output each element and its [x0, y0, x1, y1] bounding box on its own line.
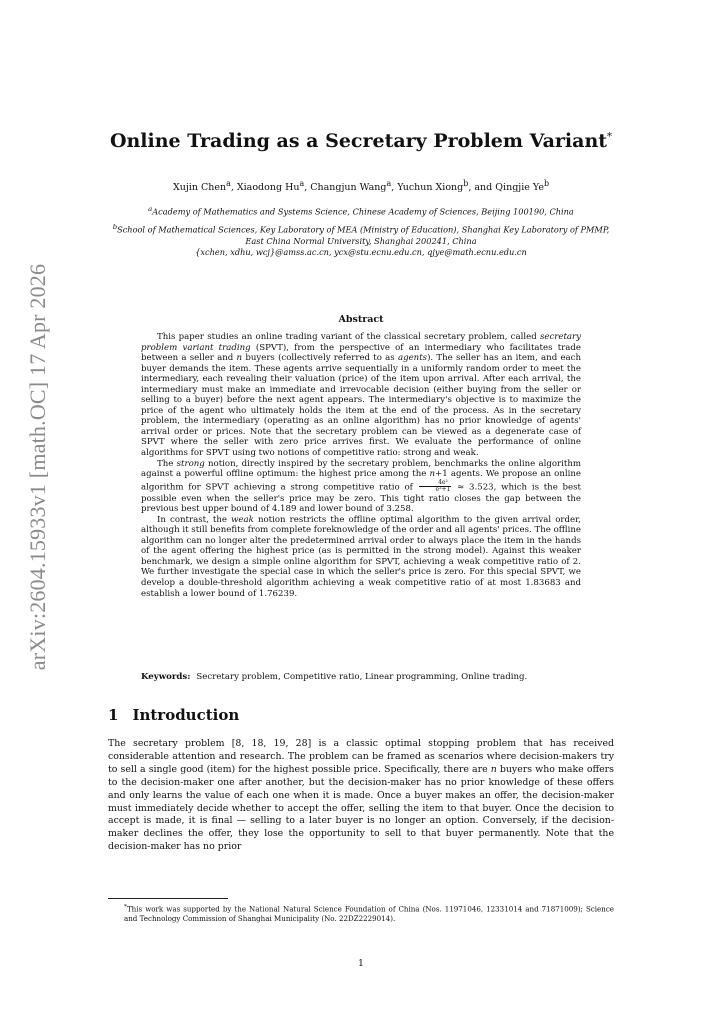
abstract-text: ). The seller has an item, and each buyer demands the item. These agents arrive sequentially in a uniformly random order to meet the intermediary, each revealing their valuation (price) of the item upon arrival. After each arrival, the intermediary must make an immediate and irrevocable decision (either buying from the seller or selling to a buyer) before the next agent appears. The intermediary's objective is to maximize the price of the agent who ultimately holds the item at the end of the process. As in the secretary problem, the intermediary (operating as an online algorithm) has no prior knowledge of agents' arrival order or prices. Note that the secretary problem can be viewed as a degenerate case of SPVT where the seller with zero price arrives first. We evaluate the performance of online algorithms for SPVT using two notions of competitive ratio: strong and weak.	[141, 353, 581, 459]
abstract-text: (SPVT), from the perspective of an intermediary who facilitates trade between a seller and	[141, 342, 581, 364]
author-name: Xujin Chen	[172, 182, 227, 194]
abstract-paragraph	[141, 515, 581, 599]
author-affiliation-mark: b	[543, 179, 550, 188]
abstract-body	[141, 332, 581, 599]
author-name: Yuchun Xiong	[397, 182, 464, 194]
paper-title	[108, 130, 614, 152]
math-variable: n	[429, 469, 436, 480]
intro-text: The secretary problem [8, 18, 19, 28] is a classic optimal stopping problem that has received considerable attention and research. The problem can be framed as scenarios where decision-makers try to sell a single good (item) for the highest possible price. Specifically, there are	[108, 738, 614, 775]
abstract-emphasis: weak	[231, 514, 254, 525]
arxiv-stamp-text: arXiv:2604.15933v1 [math.OC] 17 Apr 2026	[25, 263, 50, 671]
section-heading	[108, 706, 239, 724]
author-affiliation-mark: a	[226, 179, 231, 188]
author-name: Qingjie Ye	[495, 182, 544, 194]
author-emails: {xchen, xdhu, wcj}@amss.ac.cn, ycx@stu.ecnu.edu.cn, qjye@math.ecnu.edu.cn	[195, 247, 527, 257]
abstract-text: notion restricts the offline optimal algorithm to the given arrival order, although it still benefits from complete foreknowledge of the order and all agents' prices. The offline algorithm can no longer alter the predetermined arrival order to always place the item in the hands of the agent offering the highest price (as is permitted in the strong model). Against this weaker benchmark, we design a simple online algorithm for SPVT, achieving a weak competitive ratio of 2. We further investigate the special case in which the seller's price is zero. For this special SPVT, we develop a double-threshold algorithm achieving a weak competitive ratio of at most 1.83683 and establish a lower bound of 1.76239.	[141, 514, 581, 599]
abstract-text: The	[157, 458, 177, 469]
page-number: 1	[358, 958, 364, 969]
author-separator: ,	[304, 182, 311, 194]
abstract-text: This paper studies an online trading variant of the classical secretary problem, called	[157, 332, 540, 342]
section-title: Introduction	[132, 706, 240, 724]
fraction-denominator: e²+1	[435, 486, 451, 494]
math-variable: n	[490, 763, 497, 775]
affiliation-a	[108, 204, 614, 218]
fraction-numerator: 4e²	[419, 480, 452, 488]
affiliation-b	[108, 222, 614, 247]
abstract-text: notion, directly inspired by the secretary problem, benchmarks the online algorithm against a powerful offline optimum: the highest price among the	[141, 458, 581, 480]
math-variable: n	[236, 353, 243, 364]
keywords-label: Keywords:	[141, 672, 191, 682]
math-fraction	[419, 480, 452, 494]
author-affiliation-mark: a	[386, 179, 392, 188]
abstract-emphasis: agents	[397, 353, 428, 364]
author-name: Xiaodong Hu	[236, 182, 300, 194]
abstract-emphasis: strong	[176, 458, 205, 469]
footnote-rule	[108, 898, 228, 899]
abstract-heading: Abstract	[338, 314, 384, 325]
keywords-text: Secretary problem, Competitive ratio, Linear programming, Online trading.	[196, 672, 528, 682]
intro-paragraph	[108, 738, 614, 854]
footnote	[108, 903, 614, 923]
affiliation-a-text: Academy of Mathematics and Systems Science, Chinese Academy of Sciences, Beijing 100190, China	[152, 206, 574, 217]
abstract-text: In contrast, the	[157, 514, 232, 525]
abstract-emphasis: secretary problem variant trading	[141, 332, 581, 353]
affiliation-b-text: School of Mathematical Sciences, Key Laboratory of MEA (Ministry of Education), Shanghai Key Laboratory of PMMP, East China Normal University, Shanghai 200241, China	[117, 224, 610, 246]
keywords	[141, 672, 581, 682]
abstract-paragraph	[141, 332, 581, 459]
section-number: 1	[108, 706, 119, 724]
author-separator: ,	[230, 182, 237, 194]
author-affiliation-mark: a	[299, 179, 305, 188]
footnote-text: This work was supported by the National Natural Science Foundation of China (Nos. 11971046, 12331014 and 71871009); Science and Technology Commission of Shanghai Municipality (No. 22DZ2229014).	[124, 904, 614, 923]
author-separator: ,	[391, 182, 398, 194]
author-name: Changjun Wang	[310, 182, 387, 194]
title-text: Online Trading as a Secretary Problem Variant	[109, 130, 608, 152]
intro-text: buyers who make offers to the decision-maker one after another, but the decision-maker has no prior knowledge of these offers and only learns the value of each one when it is made. Once a buyer makes an offer, the decision-maker must immediately decide whether to accept the offer, selling the item to that buyer. Once the decision to accept is made, it is final — selling to a later buyer is no longer an option. Conversely, if the decision-maker declines the offer, they lose the opportunity to sell to that buyer permanently. Note that the decision-maker has no prior	[108, 763, 614, 853]
author-list	[108, 179, 614, 193]
author-affiliation-mark: b	[463, 179, 469, 188]
affiliation-a-mark: a	[148, 205, 153, 213]
abstract-text: +1 agents. We propose an online algorithm for SPVT achieving a strong competitive ratio of	[141, 469, 582, 493]
abstract-paragraph	[141, 459, 581, 515]
abstract-text: buyers (collectively referred to as	[242, 353, 398, 364]
author-separator: , and	[468, 182, 496, 194]
arxiv-stamp	[18, 263, 58, 671]
footnote-mark: *	[124, 904, 127, 910]
abstract-text: ≈ 3.523, which is the best possible even when the seller's price may be zero. This tight ratio closes the gap between the previous best upper bound of 4.189 and lower bound of 3.258.	[141, 482, 581, 515]
title-footnote-mark: *	[607, 131, 613, 143]
affiliation-b-mark: b	[112, 223, 118, 231]
